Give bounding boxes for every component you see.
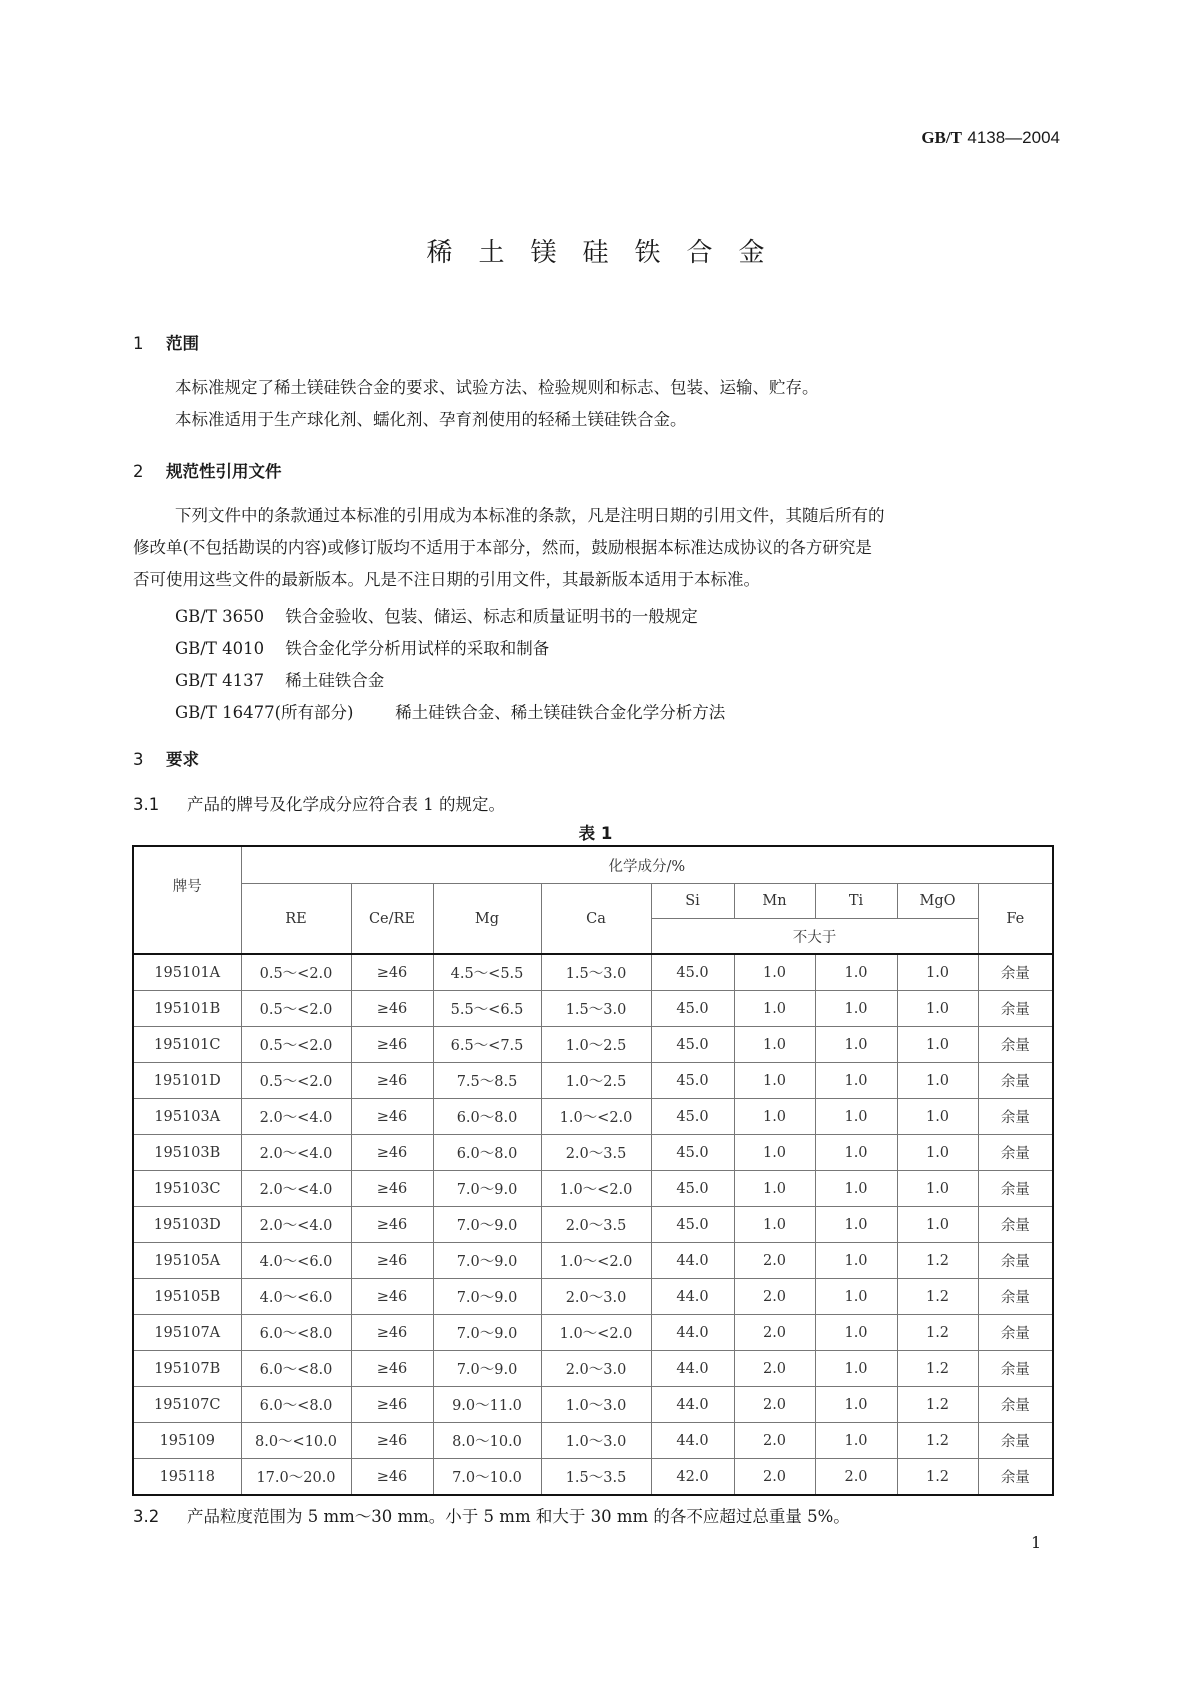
value-cell: 余量	[978, 1351, 1053, 1387]
value-cell: 2.0～<4.0	[241, 1135, 351, 1171]
table-row	[133, 1315, 1053, 1351]
value-cell: 1.5～3.0	[541, 954, 651, 991]
value-cell: 1.2	[897, 1243, 978, 1279]
section-1-paragraph: 本标准适用于生产球化剂、蠕化剂、孕育剂使用的轻稀土镁硅铁合金。	[175, 410, 687, 429]
value-cell: 45.0	[651, 1027, 734, 1063]
value-cell: 2.0	[734, 1315, 815, 1351]
table-row	[133, 1243, 1053, 1279]
value-cell: 6.0～<8.0	[241, 1387, 351, 1423]
value-cell: 45.0	[651, 1099, 734, 1135]
value-cell: ≥46	[351, 1387, 433, 1423]
value-cell: 余量	[978, 1243, 1053, 1279]
value-cell: 1.0	[897, 991, 978, 1027]
value-cell: 2.0～<4.0	[241, 1207, 351, 1243]
document-title: 稀土镁硅铁合金	[426, 238, 791, 268]
section-number: 1	[133, 334, 144, 353]
value-cell: 45.0	[651, 1063, 734, 1099]
value-cell: 2.0	[734, 1351, 815, 1387]
value-cell: ≥46	[351, 1459, 433, 1496]
section-2-intro-line: 修改单(不包括勘误的内容)或修订版均不适用于本部分，然而，鼓励根据本标准达成协议的各方研究是	[133, 538, 872, 557]
value-cell: 6.5～<7.5	[433, 1027, 541, 1063]
grade-cell: 195103B	[133, 1135, 241, 1171]
value-cell: 2.0	[734, 1423, 815, 1459]
reference-code: GB/T 16477(所有部分)	[175, 703, 354, 722]
value-cell: 2.0～3.5	[541, 1207, 651, 1243]
value-cell: 1.0	[815, 1207, 897, 1243]
value-cell: 余量	[978, 1423, 1053, 1459]
column-header: Mn	[734, 884, 815, 919]
value-cell: 45.0	[651, 1135, 734, 1171]
value-cell: 1.0	[815, 954, 897, 991]
value-cell: ≥46	[351, 991, 433, 1027]
value-cell: 1.0	[815, 1351, 897, 1387]
value-cell: 7.0～9.0	[433, 1351, 541, 1387]
value-cell: 1.0	[815, 1135, 897, 1171]
grade-cell: 195105A	[133, 1243, 241, 1279]
value-cell: 1.0	[897, 1063, 978, 1099]
value-cell: 2.0	[734, 1387, 815, 1423]
value-cell: 4.5～<5.5	[433, 954, 541, 991]
value-cell: 1.0	[815, 1027, 897, 1063]
column-header: Fe	[978, 884, 1053, 955]
section-2-heading	[133, 458, 282, 482]
value-cell: 1.0	[815, 1243, 897, 1279]
clause-3-1	[133, 791, 505, 815]
section-1-paragraph: 本标准规定了稀土镁硅铁合金的要求、试验方法、检验规则和标志、包装、运输、贮存。	[175, 378, 819, 397]
value-cell: ≥46	[351, 1207, 433, 1243]
value-cell: 1.0	[734, 1099, 815, 1135]
value-cell: 7.0～9.0	[433, 1315, 541, 1351]
value-cell: 1.0	[734, 1027, 815, 1063]
value-cell: 1.5～3.0	[541, 991, 651, 1027]
value-cell: 1.0	[897, 1135, 978, 1171]
value-cell: 1.0	[734, 1207, 815, 1243]
section-1-heading	[133, 330, 199, 354]
section-title: 规范性引用文件	[166, 462, 282, 481]
value-cell: 6.0～<8.0	[241, 1315, 351, 1351]
value-cell: ≥46	[351, 1279, 433, 1315]
value-cell: 2.0	[734, 1279, 815, 1315]
value-cell: 0.5～<2.0	[241, 991, 351, 1027]
value-cell: 7.0～9.0	[433, 1171, 541, 1207]
value-cell: 余量	[978, 1279, 1053, 1315]
grade-cell: 195107C	[133, 1387, 241, 1423]
value-cell: 1.0～3.0	[541, 1387, 651, 1423]
clause-number: 3.1	[133, 795, 160, 814]
value-cell: 0.5～<2.0	[241, 1027, 351, 1063]
value-cell: 余量	[978, 1207, 1053, 1243]
table-row	[133, 991, 1053, 1027]
column-header: Ce/RE	[351, 884, 433, 955]
value-cell: 1.0	[734, 1135, 815, 1171]
grade-cell: 195107A	[133, 1315, 241, 1351]
table-row	[133, 1135, 1053, 1171]
value-cell: 1.2	[897, 1315, 978, 1351]
value-cell: 7.5～8.5	[433, 1063, 541, 1099]
value-cell: 8.0～10.0	[433, 1423, 541, 1459]
reference-item	[175, 635, 549, 659]
standard-number: 4138—2004	[967, 128, 1060, 147]
column-header: MgO	[897, 884, 978, 919]
value-cell: 7.0～9.0	[433, 1207, 541, 1243]
table-row	[133, 1387, 1053, 1423]
reference-code: GB/T 4137	[175, 671, 265, 690]
value-cell: 4.0～<6.0	[241, 1279, 351, 1315]
value-cell: 44.0	[651, 1423, 734, 1459]
value-cell: 1.0～2.5	[541, 1027, 651, 1063]
value-cell: 2.0～3.0	[541, 1351, 651, 1387]
value-cell: ≥46	[351, 1027, 433, 1063]
value-cell: 1.0～3.0	[541, 1423, 651, 1459]
value-cell: 44.0	[651, 1351, 734, 1387]
table-row	[133, 1459, 1053, 1496]
value-cell: 余量	[978, 1459, 1053, 1496]
value-cell: 1.0	[897, 1027, 978, 1063]
value-cell: 1.0	[815, 1423, 897, 1459]
value-cell: 1.0	[815, 1063, 897, 1099]
value-cell: 8.0～<10.0	[241, 1423, 351, 1459]
clause-3-2	[133, 1503, 850, 1527]
reference-code: GB/T 4010	[175, 639, 265, 658]
value-cell: 7.0～10.0	[433, 1459, 541, 1496]
grade-cell: 195103A	[133, 1099, 241, 1135]
value-cell: 1.0～<2.0	[541, 1171, 651, 1207]
table-row	[133, 1351, 1053, 1387]
value-cell: 1.2	[897, 1387, 978, 1423]
value-cell: 2.0	[734, 1459, 815, 1496]
value-cell: 6.0～8.0	[433, 1099, 541, 1135]
column-header: Si	[651, 884, 734, 919]
column-header: Ca	[541, 884, 651, 955]
value-cell: 1.0	[734, 954, 815, 991]
grade-cell: 195101C	[133, 1027, 241, 1063]
table-row	[133, 1423, 1053, 1459]
value-cell: 45.0	[651, 991, 734, 1027]
value-cell: 6.0～8.0	[433, 1135, 541, 1171]
value-cell: 2.0～<4.0	[241, 1099, 351, 1135]
table-row	[133, 1063, 1053, 1099]
grade-cell: 195118	[133, 1459, 241, 1496]
value-cell: 1.0	[897, 1099, 978, 1135]
table-row	[133, 1099, 1053, 1135]
value-cell: 42.0	[651, 1459, 734, 1496]
value-cell: 1.0	[815, 1279, 897, 1315]
page-number: 1	[1031, 1533, 1042, 1552]
clause-number: 3.2	[133, 1507, 160, 1526]
value-cell: 1.2	[897, 1351, 978, 1387]
value-cell: 45.0	[651, 1171, 734, 1207]
value-cell: ≥46	[351, 954, 433, 991]
value-cell: 45.0	[651, 954, 734, 991]
value-cell: 1.0～<2.0	[541, 1315, 651, 1351]
value-cell: 余量	[978, 1027, 1053, 1063]
value-cell: 余量	[978, 991, 1053, 1027]
value-cell: 7.0～9.0	[433, 1279, 541, 1315]
value-cell: 余量	[978, 1063, 1053, 1099]
section-2-intro-line: 否可使用这些文件的最新版本。凡是不注日期的引用文件，其最新版本适用于本标准。	[133, 570, 760, 589]
value-cell: 1.0	[897, 1171, 978, 1207]
section-3-heading	[133, 746, 199, 770]
value-cell: 1.0～<2.0	[541, 1099, 651, 1135]
value-cell: 余量	[978, 1099, 1053, 1135]
grade-cell: 195101B	[133, 991, 241, 1027]
value-cell: 1.0～<2.0	[541, 1243, 651, 1279]
grade-cell: 195103D	[133, 1207, 241, 1243]
value-cell: ≥46	[351, 1063, 433, 1099]
table-row	[133, 954, 1053, 991]
column-header: Mg	[433, 884, 541, 955]
value-cell: 44.0	[651, 1315, 734, 1351]
reference-item	[175, 603, 698, 627]
value-cell: ≥46	[351, 1243, 433, 1279]
reference-title: 稀土硅铁合金	[285, 671, 385, 690]
value-cell: 1.0	[734, 1171, 815, 1207]
value-cell: 1.0	[815, 991, 897, 1027]
reference-item	[175, 699, 725, 723]
section-number: 3	[133, 750, 144, 769]
value-cell: 1.0	[734, 1063, 815, 1099]
value-cell: 1.0～2.5	[541, 1063, 651, 1099]
value-cell: 45.0	[651, 1207, 734, 1243]
section-2-intro-line: 下列文件中的条款通过本标准的引用成为本标准的条款，凡是注明日期的引用文件，其随后所有的	[175, 506, 885, 525]
value-cell: 1.2	[897, 1279, 978, 1315]
grade-cell: 195101A	[133, 954, 241, 991]
table-row	[133, 1207, 1053, 1243]
value-cell: 17.0～20.0	[241, 1459, 351, 1496]
value-cell: 2.0	[734, 1243, 815, 1279]
value-cell: 余量	[978, 954, 1053, 991]
value-cell: ≥46	[351, 1351, 433, 1387]
reference-item	[175, 667, 384, 691]
value-cell: 6.0～<8.0	[241, 1351, 351, 1387]
value-cell: 2.0～3.0	[541, 1279, 651, 1315]
value-cell: 余量	[978, 1171, 1053, 1207]
grade-cell: 195101D	[133, 1063, 241, 1099]
section-title: 范围	[166, 334, 199, 353]
grade-cell: 195103C	[133, 1171, 241, 1207]
value-cell: 1.0	[897, 954, 978, 991]
table-row	[133, 1027, 1053, 1063]
grade-header: 牌号	[133, 846, 241, 954]
value-cell: ≥46	[351, 1135, 433, 1171]
column-header: Ti	[815, 884, 897, 919]
value-cell: 9.0～11.0	[433, 1387, 541, 1423]
grade-cell: 195105B	[133, 1279, 241, 1315]
column-header: RE	[241, 884, 351, 955]
value-cell: 余量	[978, 1315, 1053, 1351]
value-cell: 2.0～<4.0	[241, 1171, 351, 1207]
value-cell: 44.0	[651, 1279, 734, 1315]
clause-text: 产品的牌号及化学成分应符合表 1 的规定。	[187, 795, 505, 814]
table-row	[133, 1279, 1053, 1315]
value-cell: 余量	[978, 1135, 1053, 1171]
clause-text: 产品粒度范围为 5 mm～30 mm。小于 5 mm 和大于 30 mm 的各不应超过总重量 5%。	[187, 1507, 850, 1526]
value-cell: 1.0	[815, 1099, 897, 1135]
value-cell: 1.0	[734, 991, 815, 1027]
value-cell: 1.0	[815, 1315, 897, 1351]
composition-group-header: 化学成分/%	[241, 846, 1053, 884]
value-cell: 1.2	[897, 1459, 978, 1496]
reference-title: 铁合金验收、包装、储运、标志和质量证明书的一般规定	[285, 607, 698, 626]
value-cell: ≥46	[351, 1171, 433, 1207]
standard-prefix: GB/T	[921, 128, 962, 147]
value-cell: 余量	[978, 1387, 1053, 1423]
value-cell: 44.0	[651, 1387, 734, 1423]
value-cell: 1.2	[897, 1423, 978, 1459]
section-number: 2	[133, 462, 144, 481]
value-cell: ≥46	[351, 1423, 433, 1459]
table-row	[133, 1171, 1053, 1207]
value-cell: 7.0～9.0	[433, 1243, 541, 1279]
value-cell: ≥46	[351, 1315, 433, 1351]
value-cell: 2.0	[815, 1459, 897, 1496]
value-cell: 2.0～3.5	[541, 1135, 651, 1171]
value-cell: 5.5～<6.5	[433, 991, 541, 1027]
table-caption: 表 1	[578, 824, 613, 843]
value-cell: 0.5～<2.0	[241, 954, 351, 991]
reference-title: 铁合金化学分析用试样的采取和制备	[285, 639, 550, 658]
value-cell: 1.0	[815, 1171, 897, 1207]
grade-cell: 195107B	[133, 1351, 241, 1387]
reference-title: 稀土硅铁合金、稀土镁硅铁合金化学分析方法	[395, 703, 726, 722]
chemical-composition-table	[132, 845, 1054, 1496]
standard-code	[921, 128, 1060, 148]
max-limit-note: 不大于	[651, 919, 978, 955]
value-cell: 1.0	[897, 1207, 978, 1243]
value-cell: 44.0	[651, 1243, 734, 1279]
grade-cell: 195109	[133, 1423, 241, 1459]
value-cell: 0.5～<2.0	[241, 1063, 351, 1099]
reference-code: GB/T 3650	[175, 607, 265, 626]
value-cell: 4.0～<6.0	[241, 1243, 351, 1279]
value-cell: 1.5～3.5	[541, 1459, 651, 1496]
value-cell: 1.0	[815, 1387, 897, 1423]
section-title: 要求	[166, 750, 199, 769]
value-cell: ≥46	[351, 1099, 433, 1135]
